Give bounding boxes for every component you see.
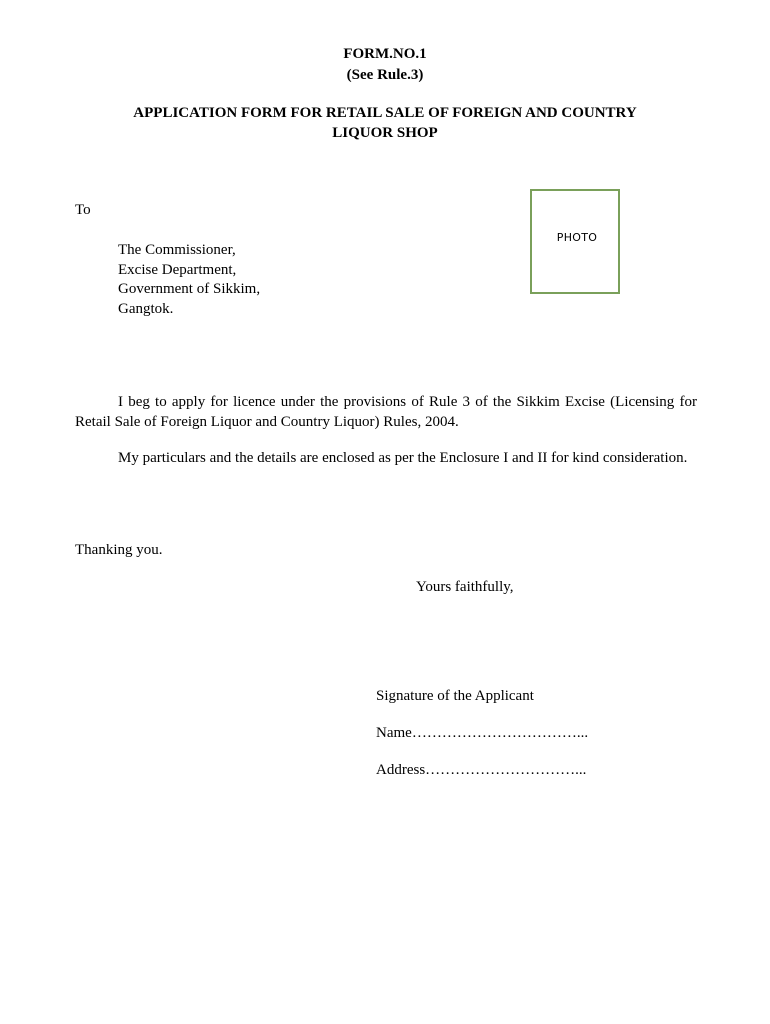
form-title-line-1: APPLICATION FORM FOR RETAIL SALE OF FOREIGN AND COUNTRY: [133, 105, 637, 121]
recipient-line-3: Government of Sikkim,: [118, 281, 261, 297]
recipient-line-1: The Commissioner,: [118, 242, 236, 258]
rule-reference: (See Rule.3): [346, 67, 424, 83]
applicant-name-field: Name……………………………...: [376, 725, 589, 741]
photo-placeholder: [530, 189, 620, 294]
form-title-line-2: LIQUOR SHOP: [332, 125, 438, 141]
enclosure-paragraph: My particulars and the details are enclosed as per the Enclosure I and II for kind consideration.: [118, 450, 688, 466]
recipient-to: To: [75, 202, 91, 218]
photo-label: PHOTO: [556, 231, 598, 244]
application-paragraph: I beg to apply for licence under the provisions of Rule 3 of the Sikkim Excise (Licensing for Retail Sale of Foreign Liquor and Country Liquor) Rules, 2004.: [75, 394, 697, 430]
yours-faithfully: Yours faithfully,: [416, 579, 514, 595]
form-number: FORM.NO.1: [343, 46, 427, 62]
applicant-address-field: Address…………………………...: [376, 762, 587, 778]
thanking-line: Thanking you.: [75, 542, 163, 558]
recipient-line-2: Excise Department,: [118, 262, 237, 278]
recipient-line-4: Gangtok.: [118, 301, 174, 317]
signature-label: Signature of the Applicant: [376, 688, 534, 704]
